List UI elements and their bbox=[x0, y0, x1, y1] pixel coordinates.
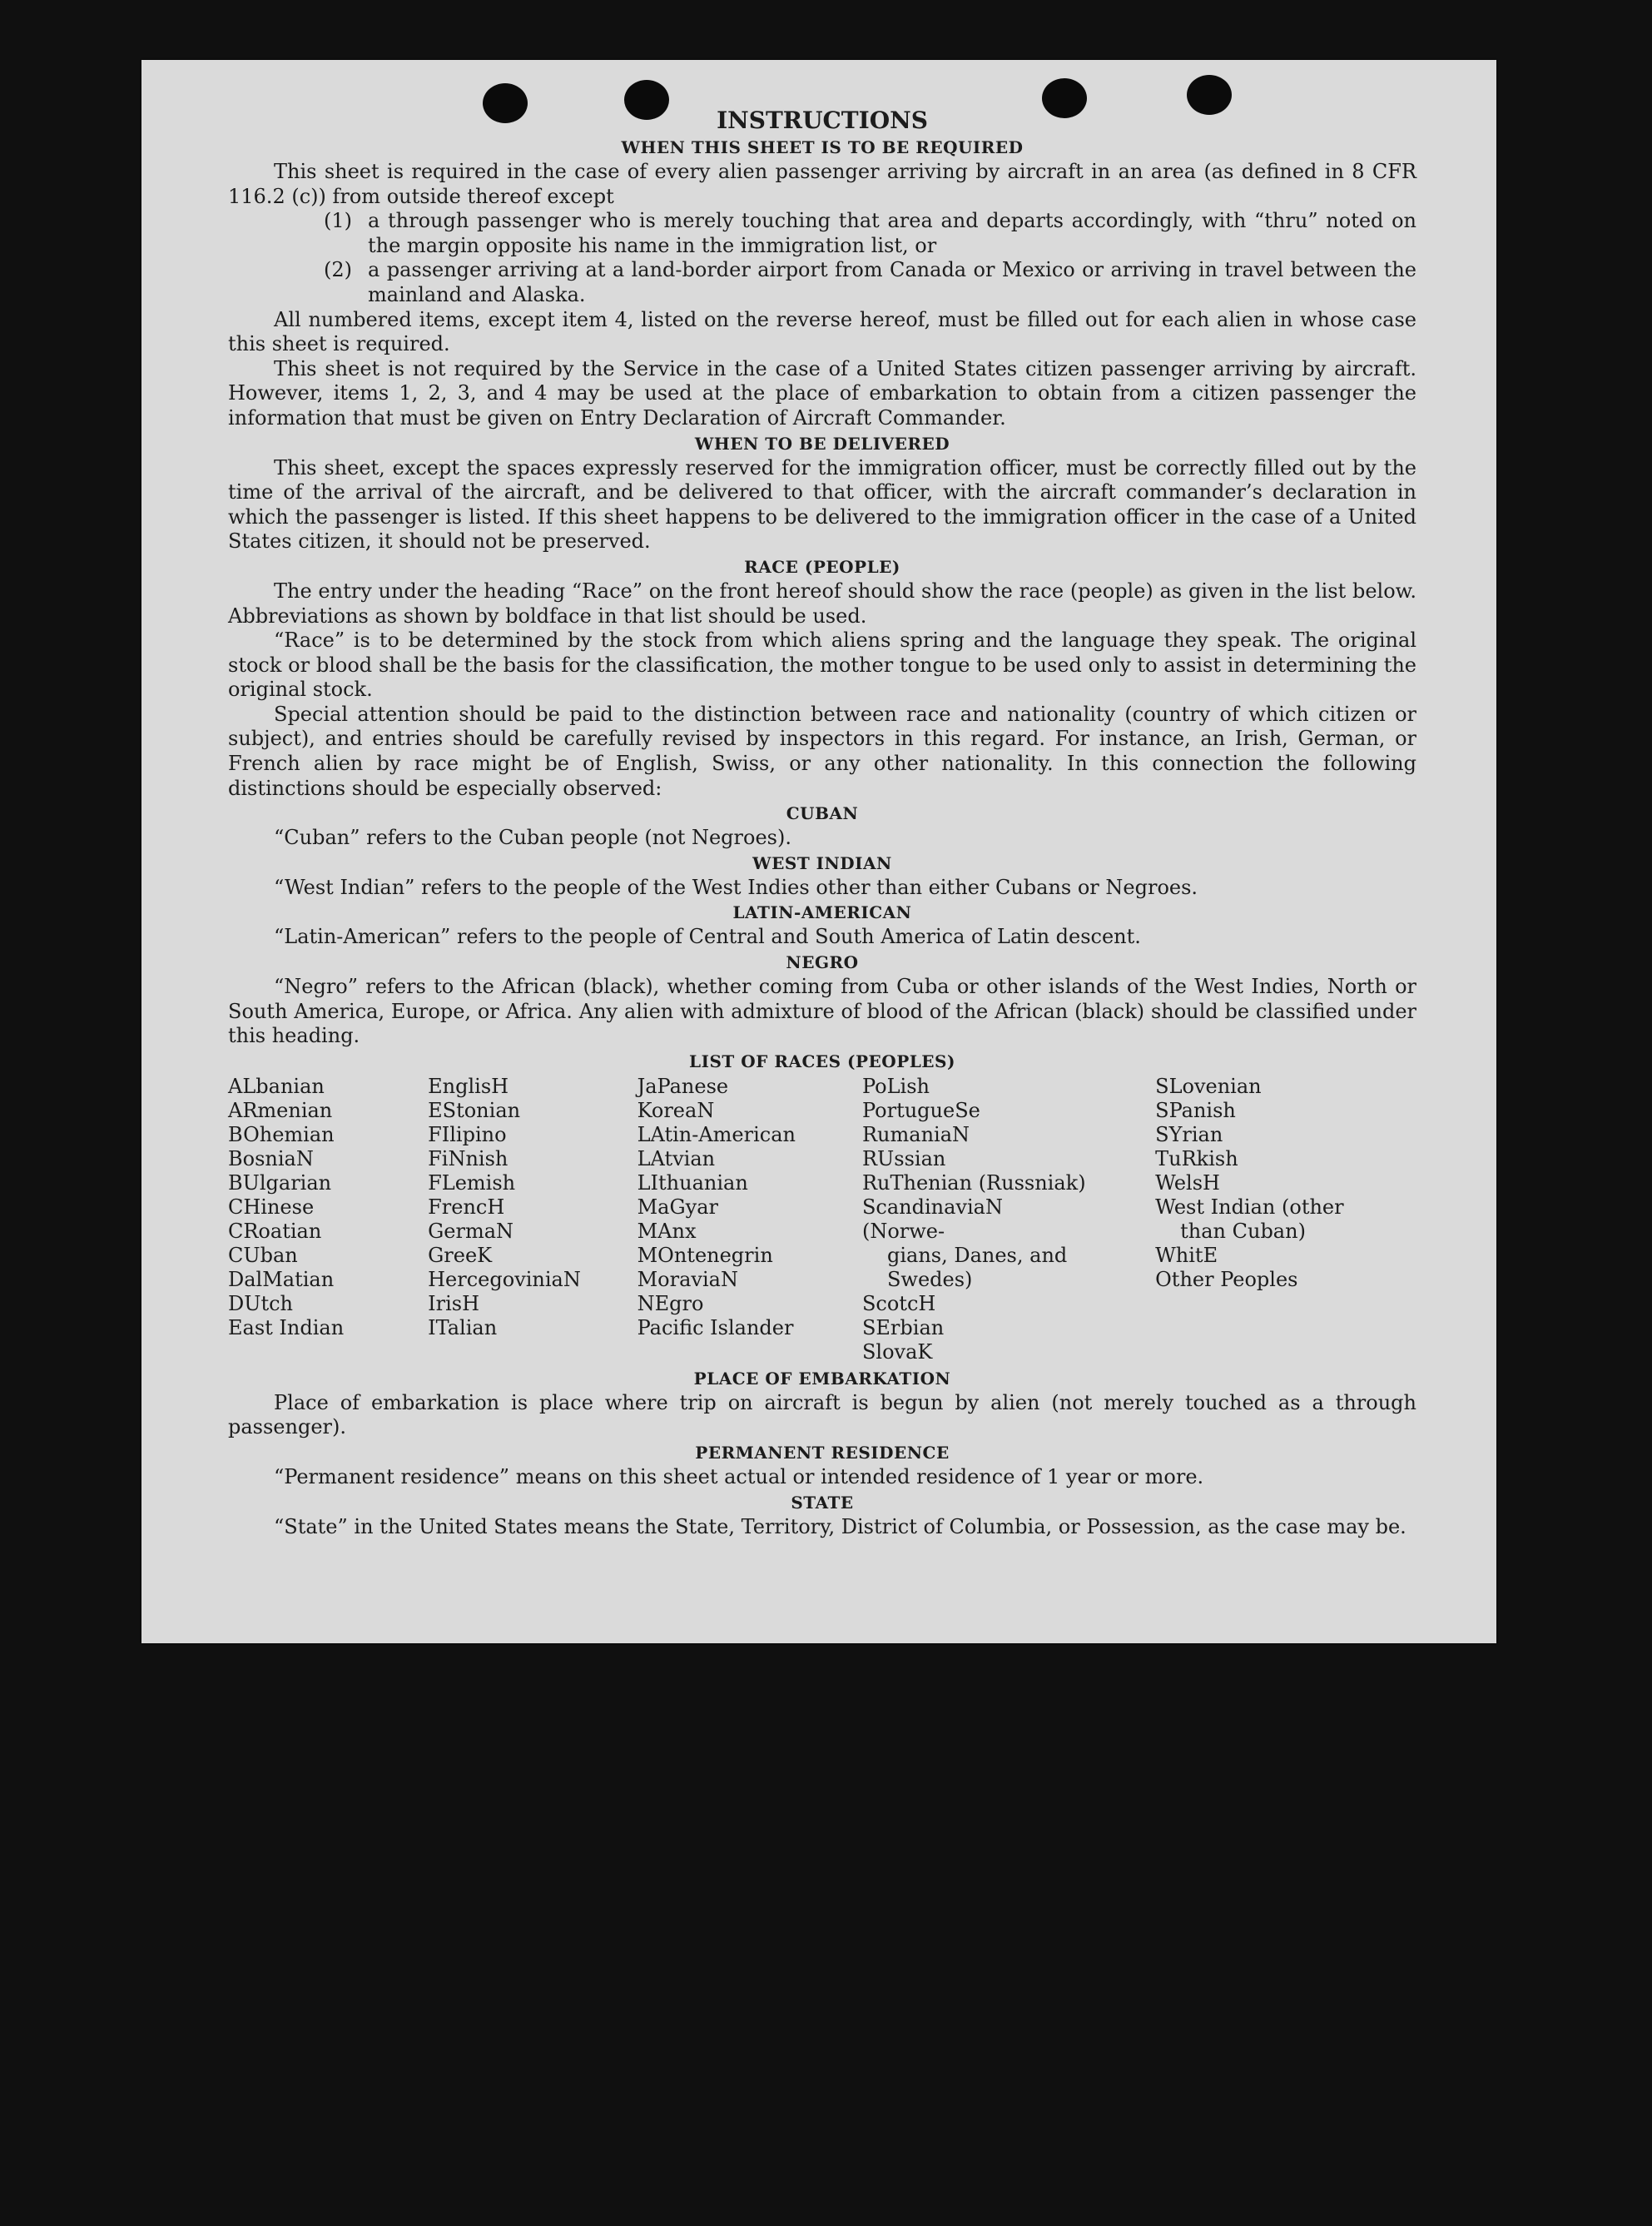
section-title-west-indian: WEST INDIAN bbox=[752, 852, 892, 873]
race-entry: BUlgarian bbox=[228, 1170, 332, 1195]
race-entry: IrisH bbox=[428, 1291, 479, 1315]
race-entry: LAtin-American bbox=[637, 1122, 796, 1146]
race-entry: TuRkish bbox=[1155, 1146, 1238, 1170]
paragraph: “West Indian” refers to the people of the West Indies other than either Cubans or Negroes. bbox=[274, 875, 1198, 899]
race-entry: NEgro bbox=[637, 1291, 704, 1315]
section-title-races-list: LIST OF RACES (PEOPLES) bbox=[689, 1051, 955, 1071]
race-entry: East Indian bbox=[228, 1315, 345, 1339]
exception-item-2 bbox=[324, 258, 1416, 307]
races-list bbox=[228, 1075, 1416, 1364]
item-number: (2) bbox=[324, 258, 352, 282]
race-entry: RumaniaN bbox=[861, 1122, 970, 1146]
race-entry: FrencH bbox=[428, 1195, 505, 1219]
race-entry: PoLish bbox=[861, 1074, 930, 1098]
instructions-content bbox=[228, 107, 1416, 1539]
race-entry: CUban bbox=[228, 1243, 298, 1267]
paragraph: This sheet is required in the case of every alien passenger arriving by aircraft in an area (as defined in 8 CFR 116.2 (c)) from outside thereof except bbox=[228, 160, 1416, 208]
section-title-residence: PERMANENT RESIDENCE bbox=[695, 1443, 950, 1463]
race-entry: than Cuban) bbox=[1180, 1219, 1306, 1243]
paragraph: Special attention should be paid to the distinction between race and nationality (country of which citizen or subject), and entries should be carefully revised by inspectors in this regard. For instance, an Irish, German, or French alien by race might be of English, Swiss, or any other nationality. In this connection the following distinctions should be especially observed: bbox=[228, 702, 1416, 800]
paragraph: The entry under the heading “Race” on the front hereof should show the race (people) as given in the list below. Abbreviations as shown by boldface in that list should be used. bbox=[228, 579, 1416, 628]
section-title-latin-american: LATIN-AMERICAN bbox=[732, 902, 912, 923]
race-entry: KoreaN bbox=[637, 1098, 715, 1122]
race-entry: GermaN bbox=[428, 1219, 514, 1243]
item-number: (1) bbox=[324, 209, 352, 233]
section-title-delivered: WHEN TO BE DELIVERED bbox=[694, 433, 950, 454]
race-entry: Swedes) bbox=[886, 1267, 973, 1291]
paragraph: “Cuban” refers to the Cuban people (not Negroes). bbox=[274, 826, 791, 850]
paragraph: This sheet is not required by the Service in the case of a United States citizen passenger arriving by aircraft. However, items 1, 2, 3, and 4 may be used at the place of embarkation to obtain from a citizen passenger the information that must be given on Entry Declaration of Aircraft Commander. bbox=[228, 356, 1416, 430]
race-entry: SErbian bbox=[861, 1315, 945, 1339]
race-entry: BOhemian bbox=[228, 1122, 335, 1146]
race-entry: ScotcH bbox=[861, 1291, 936, 1315]
race-entry: WhitE bbox=[1155, 1243, 1218, 1267]
race-entry: MoraviaN bbox=[637, 1267, 738, 1291]
race-entry: LIthuanian bbox=[637, 1170, 748, 1195]
race-entry: BosniaN bbox=[228, 1146, 314, 1170]
paragraph: “Permanent residence” means on this sheet actual or intended residence of 1 year or more. bbox=[274, 1465, 1204, 1488]
race-entry: MOntenegrin bbox=[637, 1243, 773, 1267]
item-text: a passenger arriving at a land-border airport from Canada or Mexico or arriving in travel between the mainland and Alaska. bbox=[368, 258, 1416, 306]
document-sheet bbox=[141, 60, 1496, 1643]
race-entry: ITalian bbox=[428, 1315, 498, 1339]
paragraph: This sheet, except the spaces expressly reserved for the immigration officer, must be correctly filled out by the time of the arrival of the aircraft, and be delivered to that officer, with the aircraft commander’s declaration in which the passenger is listed. If this sheet happens to be delivered to the immigration officer in the case of a United States citizen, it should not be preserved. bbox=[228, 455, 1416, 554]
race-entry: FiNnish bbox=[428, 1146, 508, 1170]
race-entry: WelsH bbox=[1155, 1170, 1220, 1195]
race-entry: gians, Danes, and bbox=[886, 1243, 1068, 1267]
race-entry: SYrian bbox=[1155, 1122, 1223, 1146]
race-entry: FIlipino bbox=[428, 1122, 507, 1146]
race-entry: PortugueSe bbox=[861, 1098, 980, 1122]
race-entry: GreeK bbox=[428, 1243, 493, 1267]
section-title-state: STATE bbox=[791, 1492, 854, 1513]
section-title-required: WHEN THIS SHEET IS TO BE REQUIRED bbox=[621, 137, 1024, 157]
races-column bbox=[428, 1075, 637, 1364]
exception-item-1 bbox=[324, 209, 1416, 258]
race-entry: CRoatian bbox=[228, 1219, 322, 1243]
race-entry: SlovaK bbox=[861, 1339, 933, 1364]
race-entry: CHinese bbox=[228, 1195, 315, 1219]
races-column bbox=[228, 1075, 428, 1364]
race-entry: West Indian (other bbox=[1155, 1195, 1344, 1219]
race-entry: ALbanian bbox=[228, 1074, 325, 1098]
race-entry: FLemish bbox=[428, 1170, 516, 1195]
race-entry: LAtvian bbox=[637, 1146, 716, 1170]
race-entry: MAnx bbox=[637, 1219, 697, 1243]
race-entry: EnglisH bbox=[428, 1074, 509, 1098]
races-column bbox=[637, 1075, 862, 1364]
section-title-race: RACE (PEOPLE) bbox=[744, 556, 900, 577]
race-entry: SLovenian bbox=[1155, 1074, 1262, 1098]
paragraph: “State” in the United States means the State, Territory, District of Columbia, or Possession, as the case may be. bbox=[274, 1514, 1406, 1538]
race-entry: DUtch bbox=[228, 1291, 294, 1315]
race-entry: HercegoviniaN bbox=[428, 1267, 581, 1291]
race-entry: RuThenian (Russniak) bbox=[861, 1170, 1086, 1195]
race-entry: SPanish bbox=[1155, 1098, 1236, 1122]
race-entry: Other Peoples bbox=[1155, 1267, 1298, 1291]
race-entry: MaGyar bbox=[637, 1195, 718, 1219]
section-title-embarkation: PLACE OF EMBARKATION bbox=[693, 1368, 951, 1389]
paragraph: “Latin-American” refers to the people of Central and South America of Latin descent. bbox=[274, 925, 1141, 949]
race-entry: ARmenian bbox=[228, 1098, 333, 1122]
section-title-negro: NEGRO bbox=[786, 952, 859, 973]
race-entry: ScandinaviaN (Norwe- bbox=[861, 1195, 1003, 1243]
item-text: a through passenger who is merely touching that area and departs accordingly, with “thru” noted on the margin opposite his name in the immigration list, or bbox=[368, 209, 1416, 257]
paragraph: “Race” is to be determined by the stock from which aliens spring and the language they speak. The original stock or blood shall be the basis for the classification, the mother tongue to be used only to assist in determining the original stock. bbox=[228, 629, 1416, 702]
race-entry: DalMatian bbox=[228, 1267, 335, 1291]
section-title-cuban: CUBAN bbox=[786, 803, 859, 824]
paragraph: Place of embarkation is place where trip on aircraft is begun by alien (not merely touched as a through passenger). bbox=[228, 1390, 1416, 1439]
paragraph: “Negro” refers to the African (black), whether coming from Cuba or other islands of the West Indies, North or South America, Europe, or Africa. Any alien with admixture of blood of the African (black) should be classified under this heading. bbox=[228, 975, 1416, 1048]
races-column bbox=[1155, 1075, 1416, 1364]
races-column bbox=[862, 1075, 1090, 1364]
race-entry: EStonian bbox=[428, 1098, 521, 1122]
race-entry: Pacific Islander bbox=[637, 1315, 794, 1339]
page-title: INSTRUCTIONS bbox=[717, 107, 928, 134]
race-entry: JaPanese bbox=[637, 1074, 729, 1098]
paragraph: All numbered items, except item 4, listed on the reverse hereof, must be filled out for each alien in whose case this sheet is required. bbox=[228, 307, 1416, 356]
race-entry: RUssian bbox=[861, 1146, 946, 1170]
